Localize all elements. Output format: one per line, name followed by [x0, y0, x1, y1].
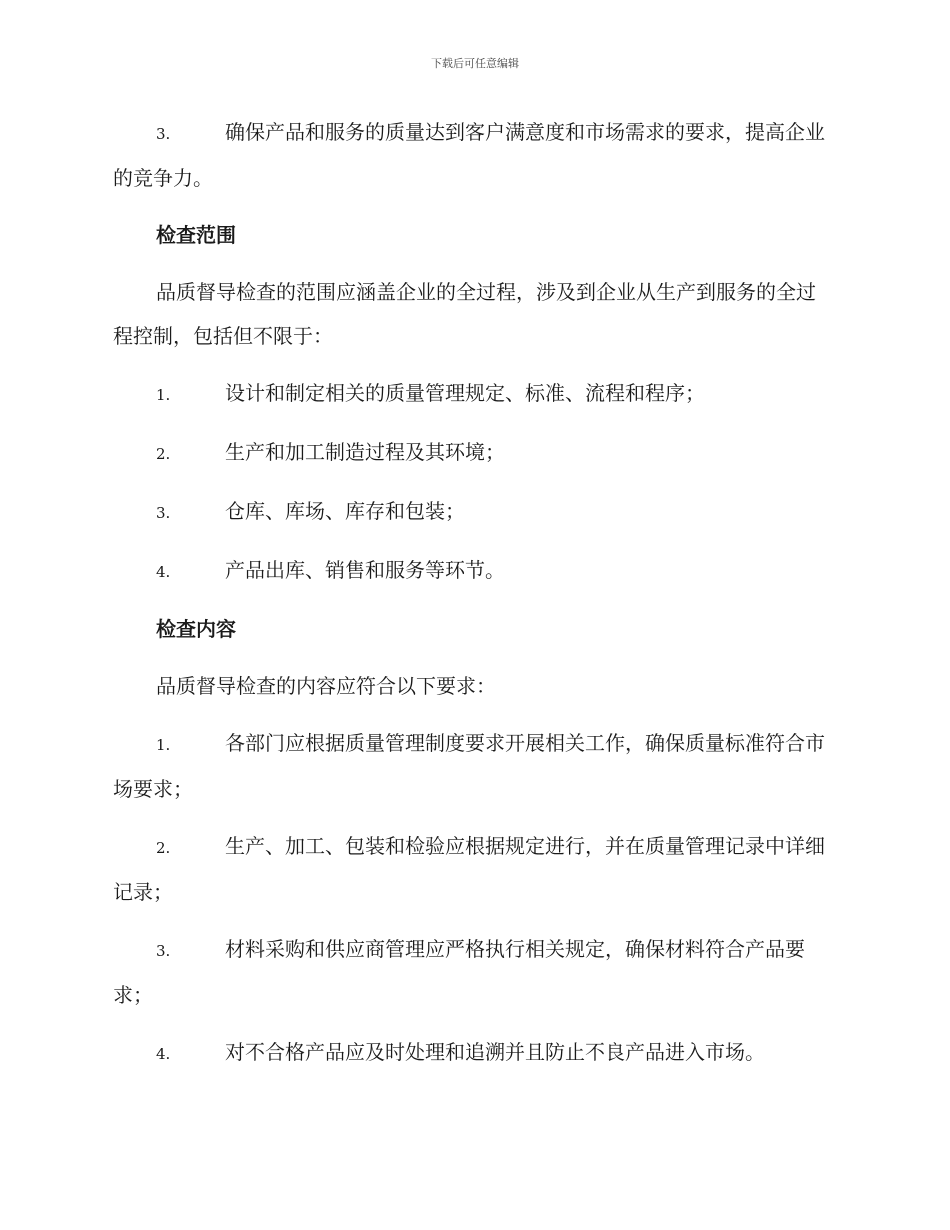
paragraph: 品质督导检查的内容应符合以下要求：	[156, 674, 496, 698]
header-note: 下载后可任意编辑	[431, 57, 519, 70]
list-number: 1.	[156, 386, 171, 404]
list-number: 2.	[156, 445, 171, 463]
list-number: 3.	[156, 504, 171, 522]
list-item	[113, 110, 835, 200]
list-item	[113, 927, 835, 1017]
list-number: 4.	[156, 1045, 171, 1063]
list-item-text: 各部门应根据质量管理制度要求开展相关工作，确保质量标准符合市场要求；	[113, 731, 825, 801]
list-item-text: 材料采购和供应商管理应严格执行相关规定，确保材料符合产品要求；	[113, 937, 805, 1007]
paragraph: 品质督导检查的范围应涵盖企业的全过程，涉及到企业从生产到服务的全过程控制，包括但不限于：	[113, 280, 816, 348]
list-item	[113, 489, 835, 535]
list-item-text: 确保产品和服务的质量达到客户满意度和市场需求的要求，提高企业的竞争力。	[113, 120, 825, 190]
list-item-text: 生产、加工、包装和检验应根据规定进行，并在质量管理记录中详细记录；	[113, 834, 825, 904]
list-item	[113, 721, 835, 811]
list-item-text: 生产和加工制造过程及其环境；	[225, 440, 505, 464]
list-item	[113, 371, 835, 417]
list-item	[113, 548, 835, 594]
list-item-text: 设计和制定相关的质量管理规定、标准、流程和程序；	[225, 381, 705, 405]
section-heading-content: 检查内容	[156, 617, 236, 641]
list-item	[113, 430, 835, 476]
list-number: 3.	[156, 125, 171, 143]
list-number: 2.	[156, 839, 171, 857]
list-item-text: 产品出库、销售和服务等环节。	[225, 558, 505, 582]
list-item-text: 对不合格产品应及时处理和追溯并且防止不良产品进入市场。	[225, 1040, 765, 1064]
section-heading-scope: 检查范围	[156, 223, 236, 247]
list-number: 3.	[156, 942, 171, 960]
list-item-text: 仓库、库场、库存和包装；	[225, 499, 465, 523]
document-body	[113, 110, 835, 1089]
list-number: 4.	[156, 563, 171, 581]
list-item	[113, 824, 835, 914]
list-item	[113, 1030, 835, 1076]
list-number: 1.	[156, 736, 171, 754]
